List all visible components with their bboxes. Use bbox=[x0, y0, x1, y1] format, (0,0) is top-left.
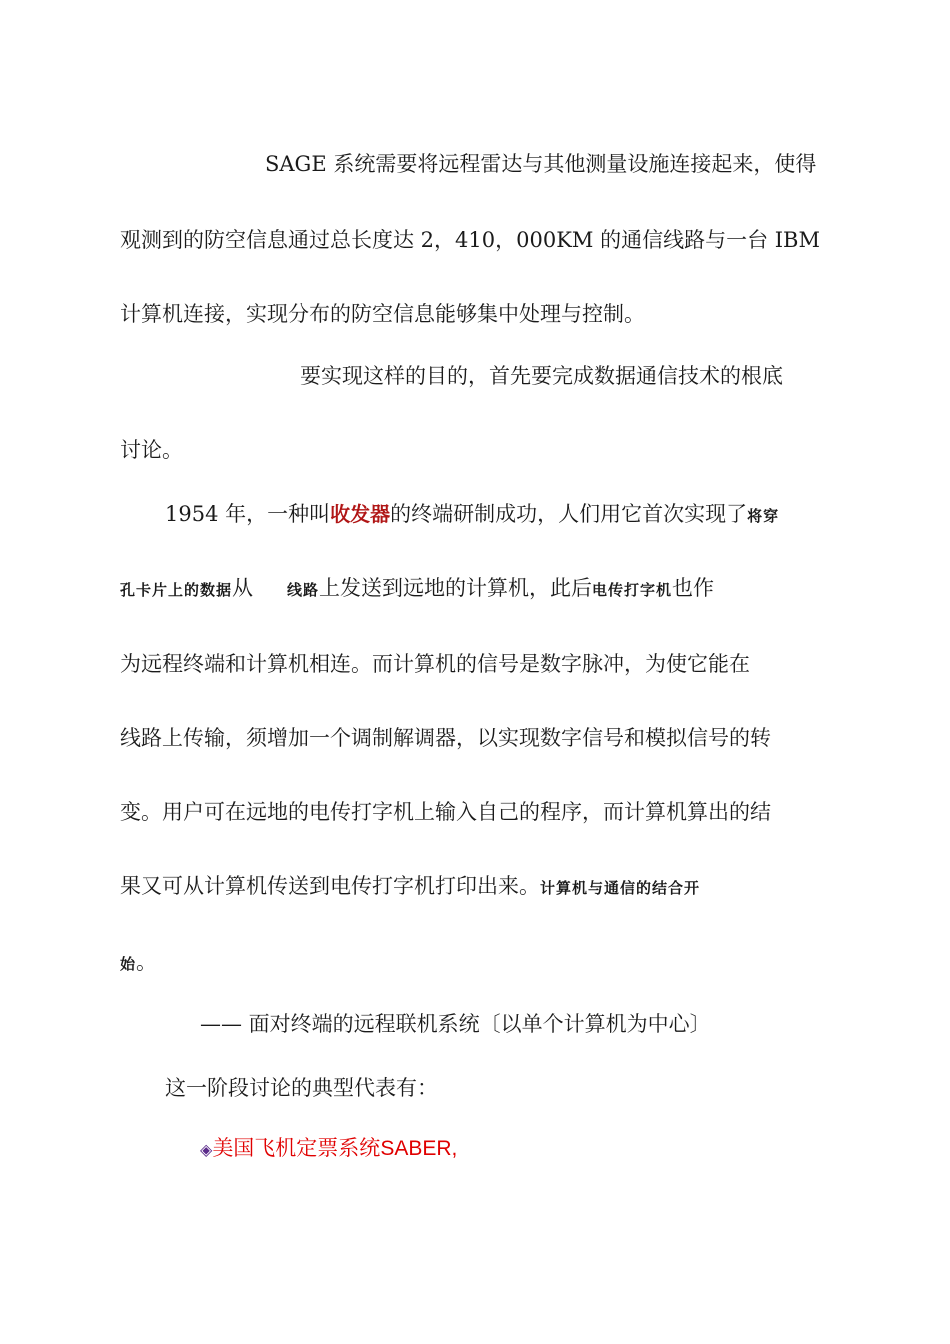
paragraph-3-line-3: 为远程终端和计算机相连。而计算机的信号是数字脉冲，为使它能在 bbox=[120, 652, 750, 676]
paragraph-1-line-3: 计算机连接，实现分布的防空信息能够集中处理与控制。 bbox=[120, 302, 645, 326]
bold-run: 线路 bbox=[287, 581, 320, 599]
text-run: 也作 bbox=[672, 576, 715, 600]
bold-run: 电传打字机 bbox=[592, 581, 673, 599]
paragraph-3-line-7 bbox=[120, 948, 157, 978]
bold-run: 将穿 bbox=[747, 507, 780, 525]
text-run: 的终端研制成功，人们用它首次实现了 bbox=[390, 502, 748, 526]
paragraph-3-line-6 bbox=[120, 872, 700, 902]
bullet-text-cn: 美国飞机定票系统 bbox=[212, 1136, 381, 1160]
paragraph-2-line-1: 要实现这样的目的，首先要完成数据通信技术的根底 bbox=[300, 364, 783, 388]
text-run: 。 bbox=[136, 950, 158, 974]
diamond-bullet-icon: ◈ bbox=[200, 1140, 213, 1159]
paragraph-2-line-2: 讨论。 bbox=[120, 438, 183, 462]
section-heading: —— 面对终端的远程联机系统〔以单个计算机为中心〕 bbox=[200, 1012, 711, 1036]
paragraph-1-line-1: SAGE 系统需要将远程雷达与其他测量设施连接起来，使得 bbox=[265, 152, 817, 176]
bold-run: 始 bbox=[120, 955, 137, 973]
paragraph-3-line-1 bbox=[165, 500, 779, 530]
text-run: 从 bbox=[232, 576, 254, 600]
text-run: 上发送到远地的计算机，此后 bbox=[319, 576, 593, 600]
intro-line: 这一阶段讨论的典型代表有： bbox=[165, 1076, 438, 1100]
text-run: 果又可从计算机传送到电传打字机打印出来。 bbox=[120, 874, 540, 898]
paragraph-3-line-2 bbox=[120, 574, 714, 604]
bold-run: 孔卡片上的数据 bbox=[120, 581, 233, 599]
highlight-transceiver: 收发器 bbox=[330, 502, 391, 526]
text-run: 1954 年，一种叫 bbox=[165, 502, 331, 526]
paragraph-3-line-4: 线路上传输，须增加一个调制解调器，以实现数字信号和模拟信号的转 bbox=[120, 726, 771, 750]
bold-run: 计算机与通信的结合开 bbox=[540, 879, 701, 897]
bullet-text-latin: SABER, bbox=[380, 1137, 458, 1160]
paragraph-1-line-2: 观测到的防空信息通过总长度达 2，410，000KM 的通信线路与一台 IBM bbox=[120, 228, 820, 252]
bullet-item-saber bbox=[200, 1134, 457, 1164]
paragraph-3-line-5: 变。用户可在远地的电传打字机上输入自己的程序，而计算机算出的结 bbox=[120, 800, 771, 824]
